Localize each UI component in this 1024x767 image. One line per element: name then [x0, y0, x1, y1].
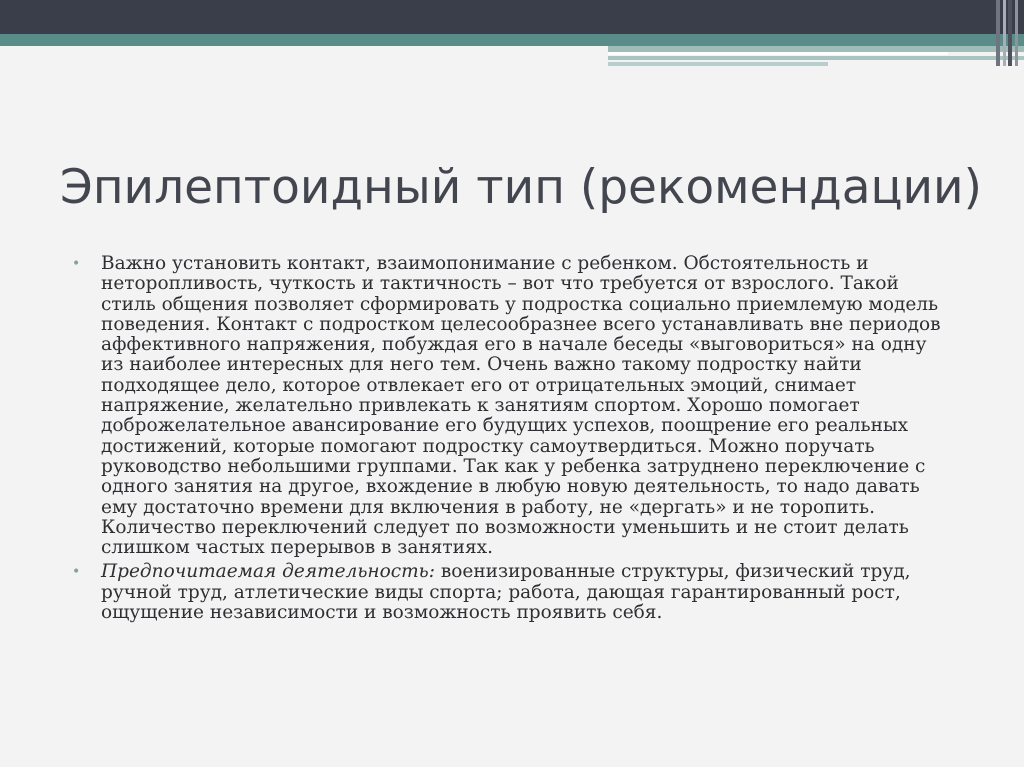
bullet-marker: • [72, 564, 81, 581]
corner-stripe-3 [1008, 0, 1012, 66]
text-line: поведения. Контакт с подростком целесообразнее всего устанавливать вне периодов [101, 313, 941, 335]
text-line: подходящее дело, которое отвлекает его от отрицательных эмоций, снимает [101, 374, 857, 396]
header-band-teal [0, 34, 1024, 46]
corner-stripe-2 [1003, 0, 1006, 66]
slide-title: Эпилептоидный тип (рекомендации) [60, 160, 982, 215]
preferred-activity-label: Предпочитаемая деятельность: [101, 561, 435, 583]
text-line: ручной труд, атлетические виды спорта; работа, дающая гарантированный рост, [101, 581, 901, 603]
text-line: Важно установить контакт, взаимопонимание с ребенком. Обстоятельность и [101, 253, 869, 274]
text-line: напряжение, желательно привлекать к занятиям спортом. Хорошо помогает [101, 395, 860, 417]
text-line: ощущение независимости и возможность проявить себя. [101, 602, 663, 624]
text-line: слишком частых перерывов в занятиях. [101, 537, 493, 559]
text-line: из наиболее интересных для него тем. Очень важно такому подростку найти [101, 354, 862, 376]
header-stripe-2 [608, 52, 948, 55]
text-line [101, 562, 972, 582]
corner-stripe-4 [1015, 0, 1018, 66]
header-stripe-4 [608, 62, 828, 66]
bullet-item-1 [72, 254, 972, 558]
text-line: достижений, которые помогают подростку самоутвердиться. Можно поручать [101, 435, 875, 457]
text-line: доброжелательное авансирование его будущих успехов, поощрение его реальных [101, 415, 909, 437]
slide-content [72, 254, 972, 627]
text-line: стиль общения позволяет сформировать у подростка социально приемлемую модель [101, 293, 939, 315]
header-stripe-3 [608, 56, 1024, 60]
corner-stripe-1 [996, 0, 1000, 66]
text-line: руководство небольшими группами. Так как у ребенка затруднено переключение с [101, 455, 926, 477]
bullet-item-2 [72, 562, 972, 623]
header-band-dark [0, 0, 1024, 34]
text-line: аффективного напряжения, побуждая его в начале беседы «выговориться» на одну [101, 334, 927, 356]
text-line: неторопливость, чуткость и тактичность – вот что требуется от взрослого. Такой [101, 273, 899, 295]
preferred-activity-text: военизированные структуры, физический труд, [434, 561, 911, 583]
bullet-marker: • [72, 256, 81, 272]
text-line: ему достаточно времени для включения в работу, не «дергать» и не торопить. [101, 496, 876, 518]
text-line: Количество переключений следует по возможности уменьшить и не стоит делать [101, 516, 909, 538]
text-line: одного занятия на другое, вхождение в любую новую деятельность, то надо давать [101, 476, 920, 498]
